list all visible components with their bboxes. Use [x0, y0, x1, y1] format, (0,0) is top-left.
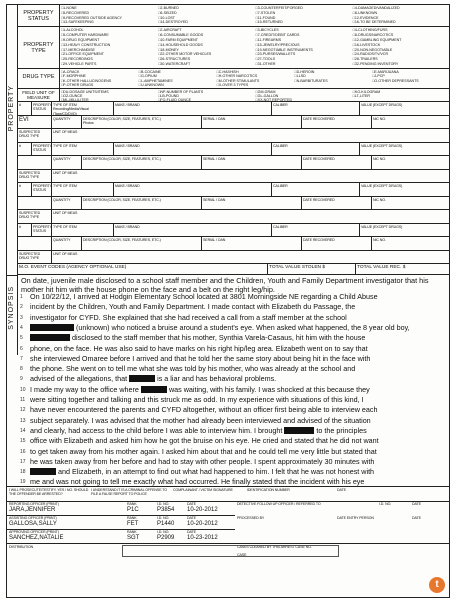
unit-option[interactable]: □ KG-KILOGRAM — [353, 90, 448, 94]
property-type-option[interactable]: □ 15-JEWELRY/PRECIOUS — [256, 43, 351, 48]
property-status-option[interactable]: □ 7-STOLEN — [256, 11, 351, 16]
distribution-label: DISTRIBUTION — [9, 545, 34, 549]
identification-label: IDENTIFICATION NUMBER — [247, 488, 290, 492]
property-status-option[interactable]: □ 12-EVIDENCE — [353, 16, 448, 21]
distribution-boxes — [122, 545, 339, 557]
date-label-3: DATE — [187, 530, 196, 534]
approving-id: P2909 — [157, 535, 175, 541]
narrative-section — [18, 289, 449, 485]
drug-type-option[interactable]: □ U-UNKNOWN — [139, 83, 215, 87]
drug-type-option[interactable]: □ F-MORPHINE — [61, 74, 137, 78]
redaction-bar — [30, 334, 70, 341]
approving-rank: SGT — [127, 535, 140, 541]
property-type-option[interactable]: □ 27-TOOLS — [256, 57, 351, 62]
property-type-option[interactable]: □ 4-CLOTHING/FURS — [353, 28, 448, 33]
item-status-value[interactable] — [18, 197, 52, 210]
narrative-line: 16 to get taken away from his mother again. I asked him about that and he could tell me very little but stated that — [20, 446, 377, 456]
property-status-option[interactable]: □ 13-SAFEKEEPING — [61, 20, 156, 25]
drug-type-option[interactable]: □ C-HASHISH — [217, 70, 293, 74]
redaction-bar — [30, 324, 74, 331]
rank-label-3: RANK — [127, 530, 137, 534]
date-label-top: DATE — [337, 488, 346, 492]
property-type-option[interactable]: □ 28-TRAILERS — [353, 57, 448, 62]
property-type-option[interactable]: □ 16-LIVESTOCK — [353, 43, 448, 48]
item-description[interactable]: DESCRIPTION (COLOR, SIZE, FEATURES, ETC.) Photos — [82, 116, 202, 129]
item-row-mid: QUANTITY DESCRIPTION (COLOR, SIZE, FEATURES, ETC.) SERIAL / OAN DATE RECOVERED NIC NO. — [18, 197, 449, 211]
narrative-line: 8 the phone. She went on to tell me what she was told by his mother, who was already at the school and — [20, 364, 356, 374]
event-codes-label: M.O. EVENT CODES (AGENCY OPTIONAL USE) — [18, 264, 268, 274]
item-row-drug: SUSPECTED DRUG TYPE UNIT OF MEAS — [18, 129, 449, 143]
redaction-bar — [30, 468, 56, 475]
property-type-option[interactable]: □ 29-VEHICLE PARTS — [61, 62, 156, 67]
drug-type-option[interactable]: □ O-OTHER DEPRESSANTS — [372, 79, 448, 83]
narrative-line: 14 and clearly, had access to the child before I was able to interview him. I brought to the principles — [20, 425, 367, 435]
complainant-label: COMPLAINANT / VICTIM SIGNATURE — [173, 488, 233, 492]
property-type-option[interactable]: □ 10-FARM EQUIPMENT — [158, 38, 253, 43]
narrative-line: 11 were sitting together and talking and this struck me as odd. In my experience with situations of this kind, I — [20, 395, 364, 404]
totals-row — [18, 264, 449, 275]
property-status-option[interactable]: □ 15-RETURNED — [256, 20, 351, 25]
unit-header: FIELD UNIT OF MEASURE — [18, 89, 60, 101]
police-report-form — [6, 4, 450, 598]
narrative-line: 15 office with Elizabeth and asked him how he got the bruise on his eye. He cried and stated that he did not want — [20, 436, 379, 446]
property-type-option[interactable]: □ 13-HEAVY CONSTRUCTION — [61, 43, 156, 48]
reporting-officer-label: REPORTING OFFICER (PRINT) — [9, 502, 59, 506]
property-type-option[interactable]: □ 5-COMPUTER HARDWARE — [61, 33, 156, 38]
property-type-option[interactable]: □ 32-PENDING INVENTORY — [353, 62, 448, 67]
item-row-mid: QUANTITY DESCRIPTION (COLOR, SIZE, FEATURES, ETC.) SERIAL / OAN DATE RECOVERED NIC NO. — [18, 156, 449, 170]
approving-officer-label: APPROVING OFFICER (PRINT) — [9, 530, 59, 534]
reporting-rank: P1C — [127, 507, 139, 513]
total-recovered: TOTAL VALUE REC. $ — [357, 265, 406, 270]
narrative-line: 13 subject separately. I was advised that the mother had already been interviewed and advised of the situation — [20, 415, 371, 425]
prosecute-label: I WILL PROSECUTE/TESTIFY. YES / NO. SHOULD THE OFFENDER BE ARRESTED? — [9, 488, 89, 497]
drug-type-option[interactable]: □ K-OTHER HALLUCINOGENS — [61, 79, 137, 83]
property-status-option[interactable]: □ 5-RECOVERED — [61, 11, 156, 16]
date-label-2: DATE — [187, 516, 196, 520]
approving-officer-name: SANCHEZ,NATALIE — [9, 535, 64, 541]
item-row-top: # PROPERTY STATUS TYPE OF ITEM MAKE / BRAND CALIBER VALUE (EXCEPT DRUGS) — [18, 224, 449, 238]
property-status-option[interactable]: □ 3-COUNTERFEIT/FORGED — [256, 6, 351, 11]
unit-option[interactable]: □ FO-FLUID OUNCE — [158, 98, 253, 102]
property-type-option[interactable]: □ 25-RECORDINGS — [61, 57, 156, 62]
drug-type-option[interactable]: □ L-AMPHETAMINES — [139, 79, 215, 83]
property-type-option[interactable]: □ 6-CONSUMABLE GOODS — [158, 33, 253, 38]
item-row-drug: SUSPECTED DRUG TYPE UNIT OF MEAS — [18, 251, 449, 265]
unit-option[interactable]: □ DU-DOSAGE UNITS/ITEMS — [61, 90, 156, 94]
unit-of-measure-row — [18, 89, 449, 102]
property-type-option[interactable]: □ 2-AIRCRAFT — [158, 28, 253, 33]
drug-type-option[interactable]: □ G-OPIUM — [139, 74, 215, 78]
id-label-1: I.D. NO. — [157, 502, 170, 506]
detective-label: DETECTIVE FOLLOW UP OFFICER / REFERRED TO — [237, 502, 321, 506]
item-type[interactable]: TYPE OF ITEM Recording/Media/Visual (Tape/CD/DVD) — [52, 102, 114, 115]
date-label-1: DATE — [187, 502, 196, 506]
redaction-bar — [129, 375, 155, 382]
property-status-option[interactable]: □ 1-NONE — [61, 6, 156, 11]
synopsis-text: On date, juvenile male disclosed to a school staff member and the Children, Youth and Family Department investigator that his mother hit him with the house phone on the face and a belt on the right leg/hip. — [21, 276, 429, 294]
unit-option[interactable]: □ GM-GRAM — [256, 90, 351, 94]
property-type-row — [18, 27, 449, 69]
total-stolen: TOTAL VALUE STOLEN $ — [268, 264, 356, 274]
property-status-options — [60, 5, 449, 26]
assisting-officer-name: GALLOSA,SALLY — [9, 521, 57, 527]
item-row-mid: QUANTITY DESCRIPTION (COLOR, SIZE, FEATURES, ETC.) SERIAL / OAN DATE RECOVERED NIC NO. — [18, 237, 449, 251]
drug-type-header: DRUG TYPE — [18, 69, 60, 88]
drug-type-option[interactable]: □ I-LSD — [294, 74, 370, 78]
rank-label-1: RANK — [127, 502, 137, 506]
id-label-2: I.D. NO. — [157, 516, 170, 520]
property-type-option[interactable]: □ 7-CREDIT/DEBIT CARDS — [256, 33, 351, 38]
property-status-option[interactable]: □ 11-FOUND — [256, 16, 351, 21]
property-status-option[interactable]: □ 4-DAMAGED/VANDALIZED — [353, 6, 448, 11]
unit-options — [60, 89, 449, 101]
criminal-offense-label: I UNDERSTAND IT IS A CRIMINAL OFFENSE TO FILE A FALSE REPORT TO POLICE — [91, 488, 168, 497]
property-type-option[interactable]: □ 8-DRUGS/NARCOTICS — [353, 33, 448, 38]
property-type-option[interactable]: □ 21-OFFICE EQUIPMENT — [61, 52, 156, 57]
item-row-top: # PROPERTY STATUS TYPE OF ITEM MAKE / BRAND CALIBER VALUE (EXCEPT DRUGS) — [18, 183, 449, 197]
narrative-line: 7 she interviewed Omaree before I arrived and that he told her the same story about being hit in the face with — [20, 353, 371, 363]
case-label: CASE — [237, 553, 247, 557]
redaction-bar — [284, 427, 314, 434]
property-status-option[interactable]: □ 9-RECOVERED OUTSIDE AGENCY — [61, 16, 156, 21]
property-type-option[interactable]: □ 18-MONEY — [158, 48, 253, 53]
narrative-line: 19 me and was not going to tell me exactly what had occurred. He finally stated that the incident with his eye — [20, 477, 365, 487]
drug-type-options — [60, 69, 449, 88]
narrative-line: 3 investigator for CYFD. She explained that she had received a call from a staff member at the school — [20, 312, 347, 322]
item-row-drug: SUSPECTED DRUG TYPE UNIT OF MEAS — [18, 170, 449, 184]
property-type-option[interactable]: □ 20-NON-NEGOTIABLE — [353, 48, 448, 53]
unit-option[interactable]: □ GL-GALLON — [256, 94, 351, 98]
cases-cleared-label: CASES CLEARED BY THIS ARREST CASE NO. — [237, 545, 312, 549]
drug-type-option[interactable]: □ M-OTHER STIMULANTS — [217, 79, 293, 83]
property-type-option[interactable]: □ 19-NEGOTIABLE INSTRUMENTS — [256, 48, 351, 53]
item-description[interactable]: DESCRIPTION (COLOR, SIZE, FEATURES, ETC.) — [82, 156, 202, 169]
property-type-header: PROPERTY TYPE — [18, 27, 60, 68]
drug-type-option[interactable]: □ N-BARBITURATES — [294, 79, 370, 83]
redaction-bar — [141, 386, 167, 393]
item-row-top: # PROPERTY STATUS TYPE OF ITEM MAKE / BRAND CALIBER VALUE (EXCEPT DRUGS) — [18, 143, 449, 157]
narrative-line: 18 and Elizabeth, in an attempt to find out what had happened to him. I felt that he was not honest with — [20, 467, 375, 477]
item-status-value[interactable] — [18, 156, 52, 169]
unit-option[interactable]: □ LT-LITER — [353, 94, 448, 98]
item-status-value[interactable]: EVI — [18, 116, 52, 129]
entry-label: DATE ENTRY PERSON — [337, 516, 374, 520]
property-type-option[interactable]: □ 11-FIREARMS — [256, 38, 351, 43]
item-row-drug: SUSPECTED DRUG TYPE UNIT OF MEAS — [18, 210, 449, 224]
item-type[interactable]: TYPE OF ITEM — [52, 183, 114, 196]
narrative-line: 9 advised of the allegations, that is a liar and has behavioral problems. — [20, 374, 277, 384]
property-type-option[interactable]: □ 22-OTHER MOTOR VEHICLES — [158, 52, 253, 57]
unit-option[interactable]: □ ML-MILLILITER — [61, 98, 156, 102]
narrative-line: 12 have never encountered the parents and CYFD altogether, without an officer first being able to interview each — [20, 405, 378, 415]
property-status-option[interactable]: □ 2-BURNED — [158, 6, 253, 11]
property-status-option[interactable]: □ 10-LOST — [158, 16, 253, 21]
narrative-line: 1 On 10/22/12, I arrived at Hodgin Elementary School located at 3801 Morningside NE regarding a Child Abuse — [20, 292, 378, 301]
drug-type-option[interactable]: □ B-COCAINE — [139, 70, 215, 74]
item-type[interactable]: TYPE OF ITEM — [52, 224, 114, 237]
narrative-line: 10 I made my way to the office where was waiting, with his family. I was shocked at this because they — [20, 384, 370, 394]
approving-date: 10-23-2012 — [187, 535, 218, 541]
drug-type-option[interactable]: □ E-MARIJUANA — [372, 70, 448, 74]
drug-type-option[interactable]: □ H-OTHER NARCOTICS — [217, 74, 293, 78]
property-status-option[interactable]: □ 14-DESTROYED — [158, 20, 253, 25]
property-type-option[interactable]: □ 12-GAMBLING EQUIPMENT — [353, 38, 448, 43]
property-type-option[interactable]: □ 17-MERCHANDISE — [61, 48, 156, 53]
id-label-det: I.D. NO. — [379, 502, 392, 506]
id-label-3: I.D. NO. — [157, 530, 170, 534]
property-status-option[interactable]: □ 8-UNKNOWN — [353, 11, 448, 16]
item-row-mid: EVI QUANTITY DESCRIPTION (COLOR, SIZE, FEATURES, ETC.) Photos SERIAL / OAN DATE RECOVERED NIC NO. — [18, 116, 449, 130]
synopsis-section-label: SYNOPSIS — [7, 275, 18, 355]
drug-type-option[interactable]: □ P-OTHER DRUGS — [61, 83, 137, 87]
date-label-entry: DATE — [412, 516, 421, 520]
property-type-option[interactable]: □ 9-DRUG EQUIPMENT — [61, 38, 156, 43]
property-type-option[interactable]: □ 1-ALCOHOL — [61, 28, 156, 33]
property-type-option[interactable]: □ 31-OTHER — [256, 62, 351, 67]
narrative-line: 6 phone, on the face. He was also said to have marks on his right hip/leg area. Elizabeth went on to say that — [20, 343, 368, 353]
narrative-line: 5 disclosed to the staff member that his mother, Synthia Varela-Casaus, hit him with the house — [20, 333, 366, 343]
property-status-option[interactable]: □ 6-SEIZED — [158, 11, 253, 16]
item-description[interactable]: DESCRIPTION (COLOR, SIZE, FEATURES, ETC.) — [82, 197, 202, 210]
assisting-rank: FET — [127, 521, 139, 527]
drug-type-option[interactable]: □ A-CRACK — [61, 70, 137, 74]
unit-option[interactable]: □ OZ-OUNCE — [61, 94, 156, 98]
source-logo-icon: t — [429, 577, 445, 593]
item-type[interactable]: TYPE OF ITEM — [52, 143, 114, 156]
property-status-row — [18, 5, 449, 27]
property-section-label: PROPERTY — [7, 5, 18, 275]
drug-type-option[interactable]: □ D-HEROIN — [294, 70, 370, 74]
assisting-id: P1440 — [157, 521, 175, 527]
item-status-value[interactable] — [18, 237, 52, 250]
drug-type-row — [18, 69, 449, 89]
property-type-options — [60, 27, 449, 68]
drug-type-option[interactable]: □ X-OVER 3 TYPES — [217, 83, 293, 87]
assisting-date: 10-20-2012 — [187, 521, 218, 527]
property-type-option[interactable]: □ 23-PURSES/WALLETS — [256, 52, 351, 57]
property-type-option[interactable]: □ 26-STRUCTURES — [158, 57, 253, 62]
date-label-det: DATE — [412, 502, 421, 506]
processed-label: PROCESSED BY — [237, 516, 265, 520]
item-row-top: # PROPERTY STATUS TYPE OF ITEM Recording/Media/Visual (Tape/CD/DVD) MAKE / BRAND CALIBER VALUE (EXCEPT DRUGS) — [18, 102, 449, 116]
unit-option[interactable]: □ XX-NOT REPORTED — [256, 98, 351, 102]
reporting-date: 10-20-2012 — [187, 507, 218, 513]
property-type-option[interactable]: □ 3-BICYCLES — [256, 28, 351, 33]
unit-option[interactable]: □ LB-POUND — [158, 94, 253, 98]
property-status-header: PROPERTY STATUS — [18, 5, 60, 26]
property-type-option[interactable]: □ 24-RADIOS/TV/VCR — [353, 52, 448, 57]
narrative-line: 2 incident by the Children, Youth and Family Department. I made contact with Elizabeth du Passage, the — [20, 302, 356, 312]
property-type-option[interactable]: □ 30-WATERCRAFT — [158, 62, 253, 67]
drug-type-option[interactable]: □ J-PCP — [372, 74, 448, 78]
reporting-officer-name: JARA,JENNIFER — [9, 507, 56, 513]
unit-option[interactable]: □ NP-NUMBER OF PLANTS — [158, 90, 253, 94]
property-status-option[interactable]: □ 16-TO BE DETERMINED — [353, 20, 448, 25]
narrative-line: 17 he was taken away from her before and had to stay with other people. I spent approximately 30 minutes with — [20, 456, 375, 466]
narrative-line: 4 (unknown) who noticed a bruise around a student's eye. When asked what happened, the 8 year old boy, — [20, 322, 410, 332]
rank-label-2: RANK — [127, 516, 137, 520]
item-description[interactable]: DESCRIPTION (COLOR, SIZE, FEATURES, ETC.) — [82, 237, 202, 250]
assisting-officer-label: ASSISTING OFFICER (PRINT) — [9, 516, 57, 520]
reporting-id: P3854 — [157, 507, 175, 513]
report-footer — [7, 486, 449, 599]
property-type-option[interactable]: □ 14-HOUSEHOLD GOODS — [158, 43, 253, 48]
